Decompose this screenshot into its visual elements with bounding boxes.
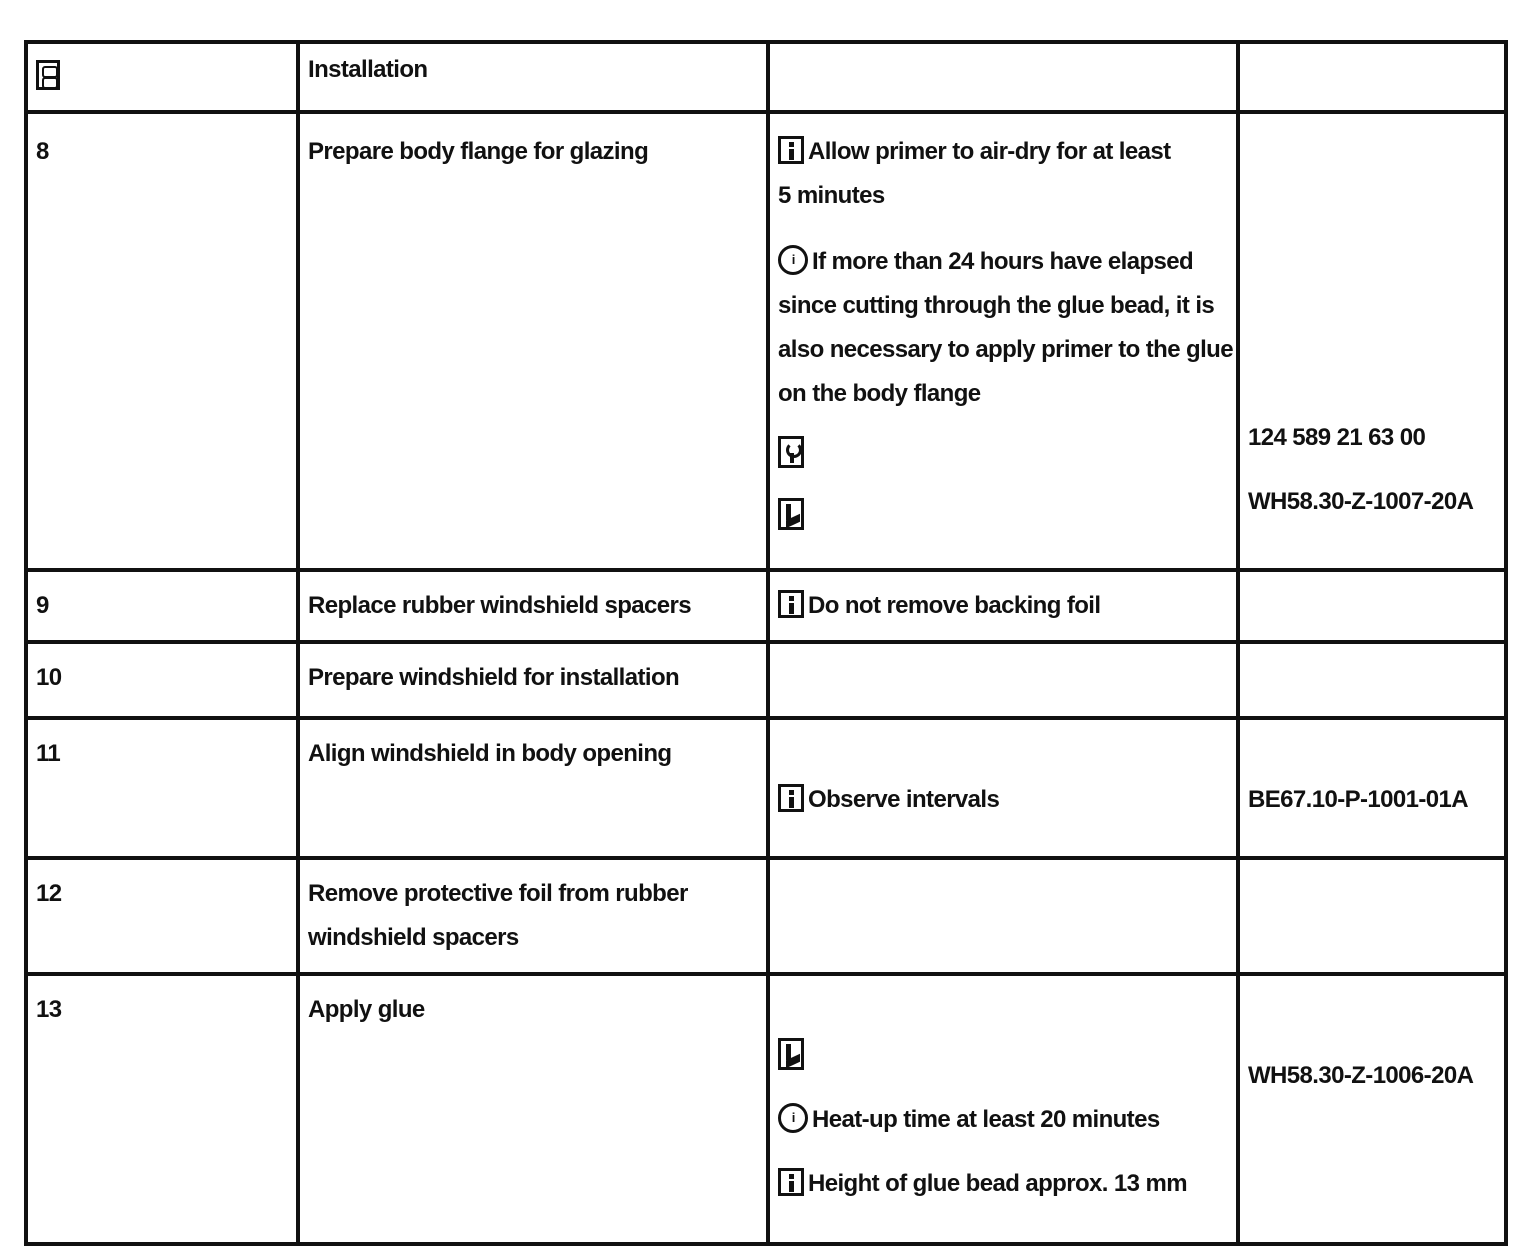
step-refs bbox=[1238, 112, 1506, 570]
section-title: Installation bbox=[308, 56, 428, 83]
step-action: Prepare body flange for glazing bbox=[298, 112, 768, 570]
step-notes bbox=[768, 858, 1238, 974]
doc-reference: WH58.30-Z-1007-20A bbox=[1248, 488, 1474, 515]
table-row bbox=[26, 974, 1506, 1244]
doc-icon bbox=[778, 498, 804, 530]
note-line: Do not remove backing foil bbox=[778, 584, 1228, 628]
step-number: 11 bbox=[26, 718, 298, 858]
table-row bbox=[26, 642, 1506, 718]
step-notes bbox=[768, 718, 1238, 858]
part-number: 124 589 21 63 00 bbox=[1248, 424, 1426, 451]
action-line: Remove protective foil from rubber bbox=[308, 880, 688, 907]
step-number: 8 bbox=[26, 112, 298, 570]
circle-icon: i bbox=[778, 1103, 808, 1133]
table-row bbox=[26, 570, 1506, 642]
note-line: 5 minutes bbox=[778, 182, 885, 209]
step-notes bbox=[768, 570, 1238, 642]
step-notes bbox=[768, 642, 1238, 718]
step-notes bbox=[768, 112, 1238, 570]
step-number: 12 bbox=[26, 858, 298, 974]
step-number: 9 bbox=[26, 570, 298, 642]
note-line: i If more than 24 hours have elapsed bbox=[778, 240, 1228, 284]
step-action: Prepare windshield for installation bbox=[298, 642, 768, 718]
note-line bbox=[778, 1034, 1228, 1078]
instruction-table bbox=[24, 40, 1508, 1246]
table-row bbox=[26, 718, 1506, 858]
step-refs bbox=[1238, 974, 1506, 1244]
step-action: Align windshield in body opening bbox=[298, 718, 768, 858]
info-icon bbox=[778, 1168, 804, 1196]
header-icon-cell bbox=[26, 42, 298, 112]
table-header-row bbox=[26, 42, 1506, 112]
note-line: on the body flange bbox=[778, 380, 981, 407]
note-line: since cutting through the glue bead, it is bbox=[778, 292, 1215, 319]
info-icon bbox=[778, 784, 804, 812]
table-row bbox=[26, 112, 1506, 570]
note-line: Allow primer to air-dry for at least bbox=[778, 130, 1228, 174]
note-line bbox=[778, 432, 1228, 476]
gp-icon bbox=[36, 60, 60, 90]
step-number: 10 bbox=[26, 642, 298, 718]
note-line bbox=[778, 494, 1228, 538]
header-title-cell bbox=[298, 42, 768, 112]
step-refs bbox=[1238, 718, 1506, 858]
action-line: windshield spacers bbox=[308, 924, 519, 951]
step-refs bbox=[1238, 642, 1506, 718]
circle-icon: i bbox=[778, 245, 808, 275]
step-action: Apply glue bbox=[298, 974, 768, 1244]
header-empty-cell bbox=[1238, 42, 1506, 112]
step-notes bbox=[768, 974, 1238, 1244]
header-empty-cell bbox=[768, 42, 1238, 112]
note-line: also necessary to apply primer to the glue bbox=[778, 336, 1233, 363]
doc-reference: WH58.30-Z-1006-20A bbox=[1248, 1062, 1474, 1089]
step-number: 13 bbox=[26, 974, 298, 1244]
step-action bbox=[298, 858, 768, 974]
note-line: Observe intervals bbox=[778, 778, 1228, 822]
note-line: Height of glue bead approx. 13 mm bbox=[778, 1162, 1228, 1206]
doc-icon bbox=[778, 1038, 804, 1070]
info-icon bbox=[778, 590, 804, 618]
note-line: i Heat-up time at least 20 minutes bbox=[778, 1098, 1228, 1142]
step-refs bbox=[1238, 570, 1506, 642]
step-action: Replace rubber windshield spacers bbox=[298, 570, 768, 642]
tool-icon bbox=[778, 436, 804, 468]
step-refs bbox=[1238, 858, 1506, 974]
doc-reference: BE67.10-P-1001-01A bbox=[1248, 786, 1469, 813]
info-icon bbox=[778, 136, 804, 164]
table-row bbox=[26, 858, 1506, 974]
